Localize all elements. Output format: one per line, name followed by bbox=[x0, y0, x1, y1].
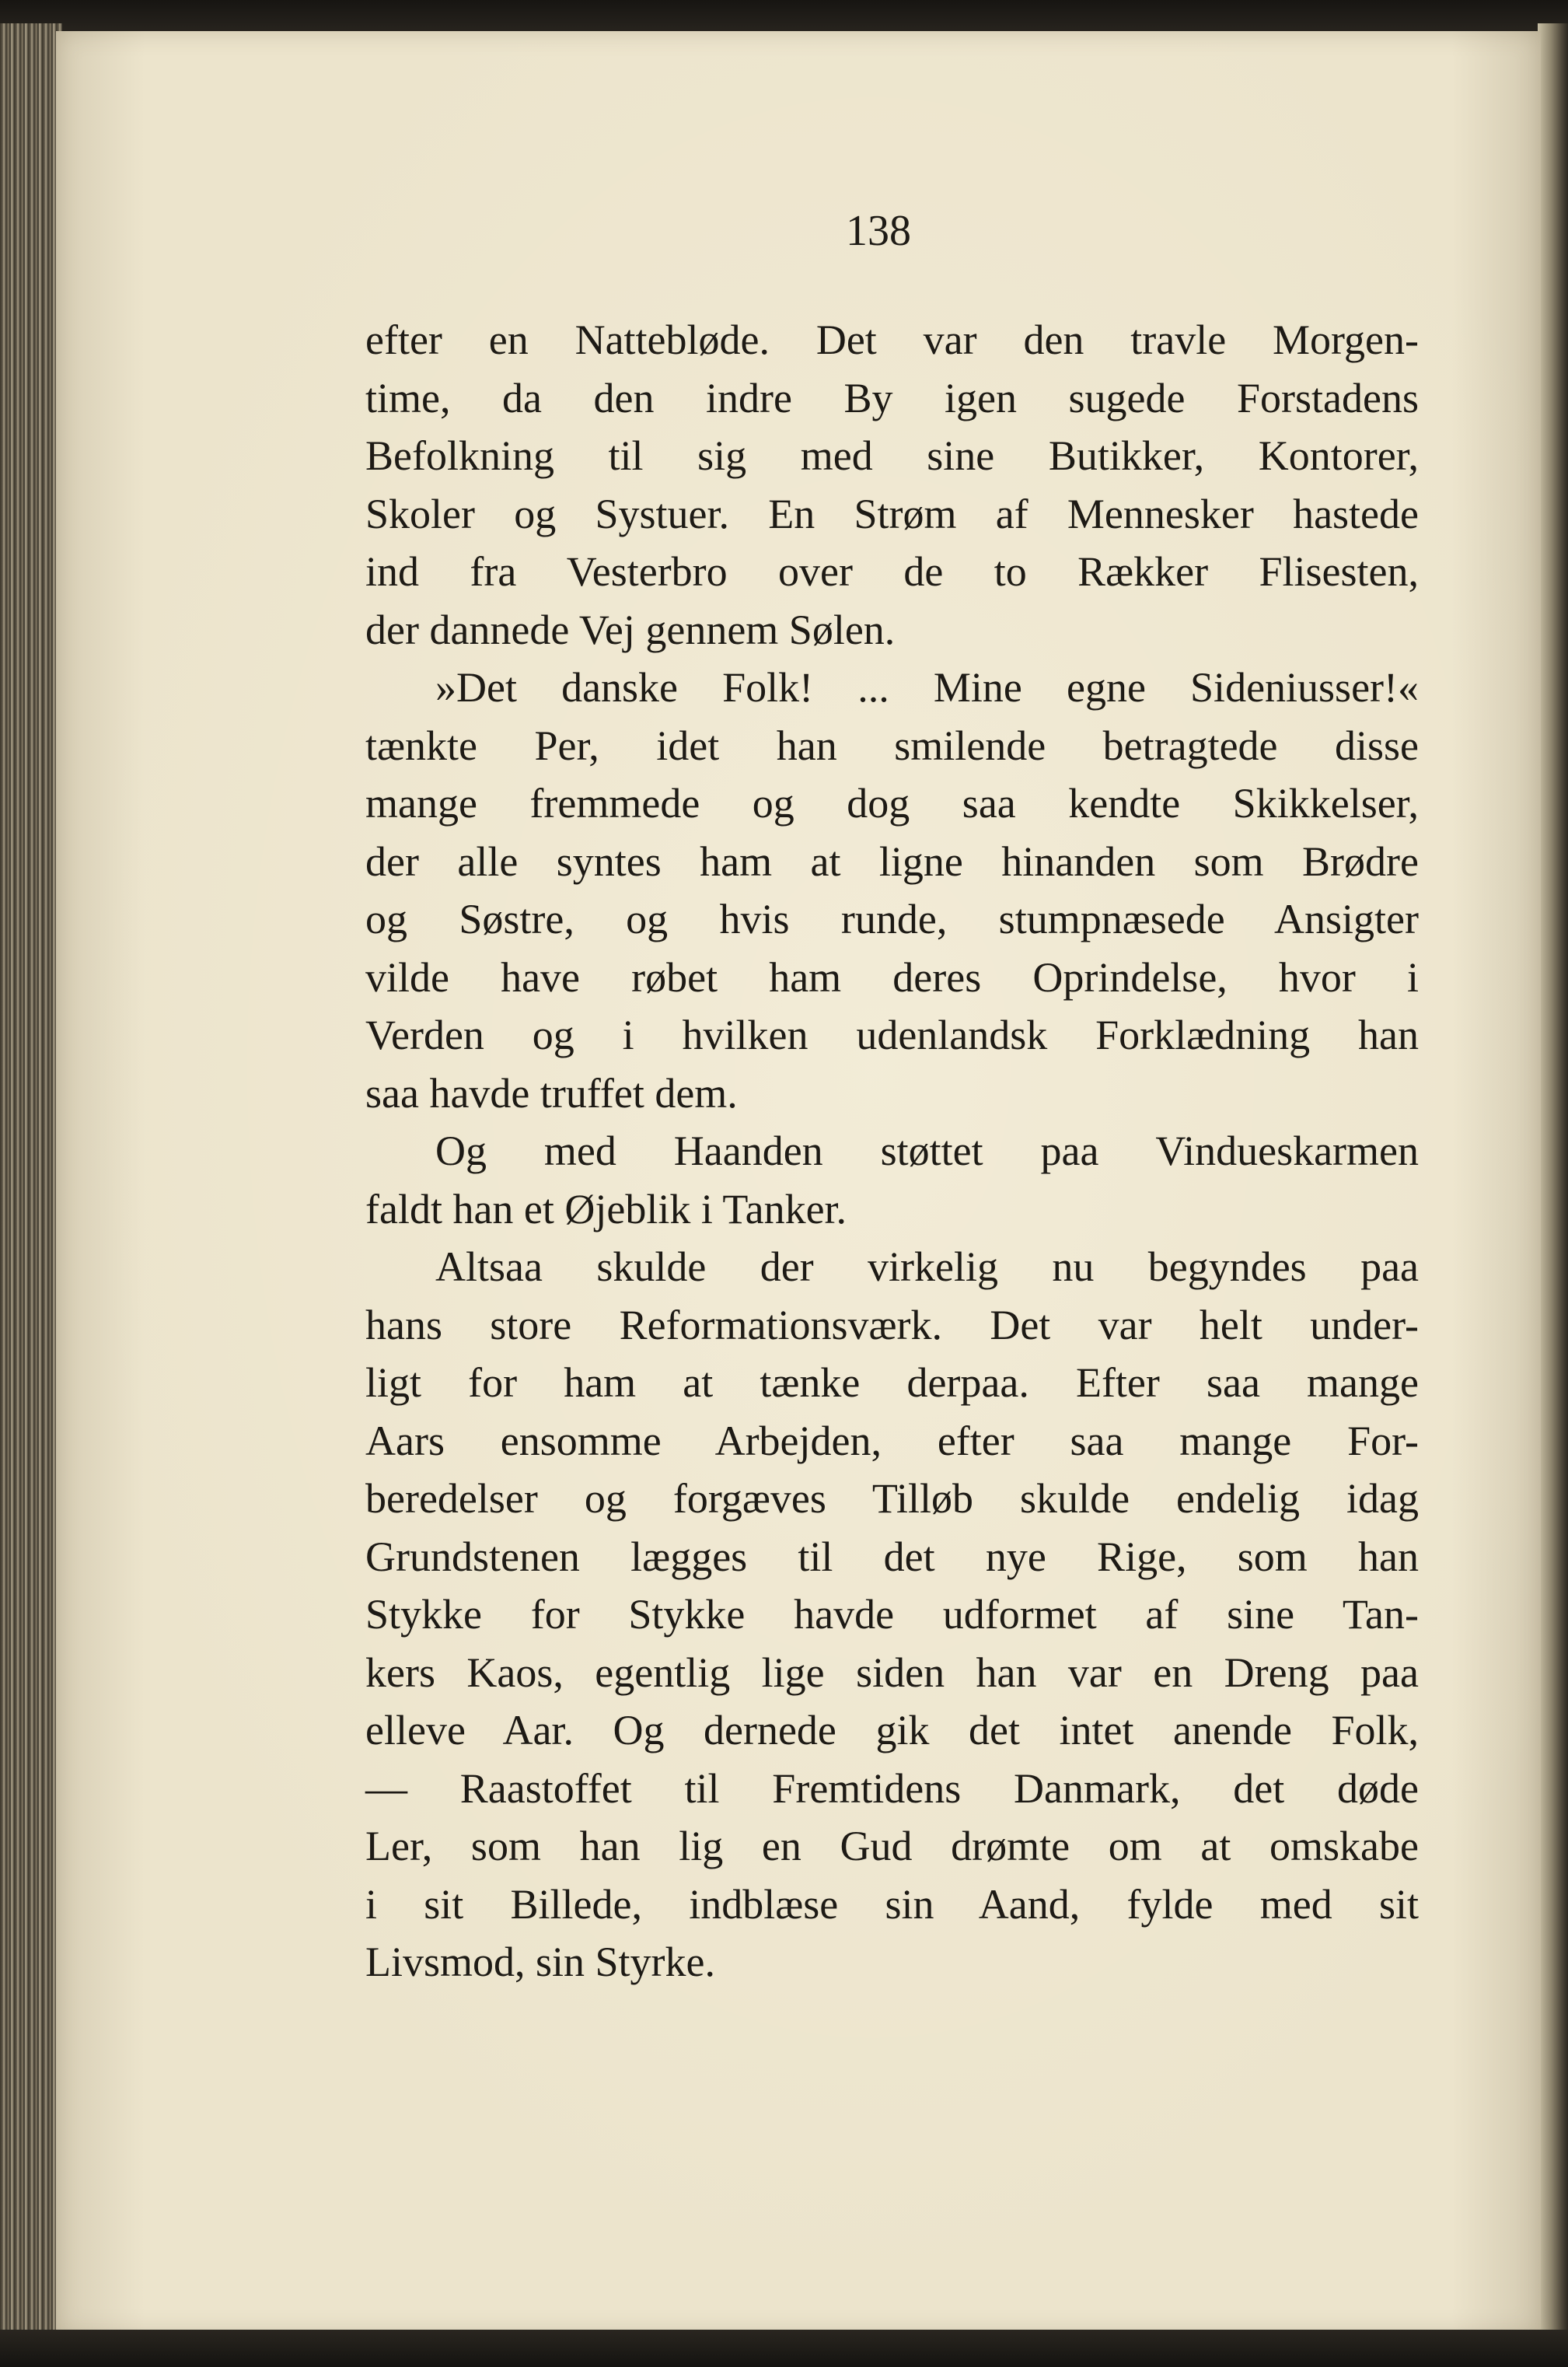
text-line: Ler, som han lig en Gud drømte om at omskabe bbox=[365, 1823, 1419, 1869]
text-line: der dannede Vej gennem Sølen. bbox=[365, 606, 896, 653]
text-line: Livsmod, sin Styrke. bbox=[365, 1939, 716, 1985]
text-line: Befolkning til sig med sine Butikker, Kontorer, bbox=[365, 432, 1419, 479]
text-line: time, da den indre By igen sugede Forstadens bbox=[365, 374, 1419, 421]
text-line: tænkte Per, idet han smilende betragtede disse bbox=[365, 722, 1419, 769]
text-line: kers Kaos, egentlig lige siden han var en Dreng paa bbox=[365, 1649, 1419, 1696]
text-line: der alle syntes ham at ligne hinanden som Brødre bbox=[365, 837, 1419, 885]
text-line: vilde have røbet ham deres Oprindelse, hvor i bbox=[365, 953, 1419, 1001]
text-line: efter en Nattebløde. Det var den travle Morgen- bbox=[365, 316, 1419, 363]
text-line: Og med Haanden støttet paa Vindueskarmen bbox=[435, 1128, 1419, 1174]
text-line: Stykke for Stykke havde udformet af sine Tan- bbox=[365, 1591, 1419, 1638]
text-line: faldt han et Øjeblik i Tanker. bbox=[365, 1185, 847, 1232]
text-line: Skoler og Systuer. En Strøm af Mennesker hastede bbox=[365, 490, 1419, 537]
text-line: Altsaa skulde der virkelig nu begyndes paa bbox=[435, 1243, 1419, 1290]
text-line: mange fremmede og dog saa kendte Skikkelser, bbox=[365, 780, 1419, 827]
bottom-shadow-band bbox=[0, 2330, 1568, 2367]
text-line: — Raastoffet til Fremtidens Danmark, det døde bbox=[365, 1764, 1419, 1812]
text-line: ind fra Vesterbro over de to Rækker Flisesten, bbox=[365, 548, 1419, 595]
book-page-edge-right bbox=[1538, 23, 1568, 2341]
book-page-edges-left bbox=[0, 23, 62, 2341]
text-line: ligt for ham at tænke derpaa. Efter saa mange bbox=[365, 1359, 1419, 1406]
text-line: og Søstre, og hvis runde, stumpnæsede Ansigter bbox=[365, 896, 1419, 942]
text-line: hans store Reformationsværk. Det var helt under- bbox=[365, 1301, 1419, 1348]
text-line: i sit Billede, indblæse sin Aand, fylde med sit bbox=[365, 1880, 1419, 1928]
text-line: Grundstenen lægges til det nye Rige, som han bbox=[365, 1533, 1419, 1580]
text-line: saa havde truffet dem. bbox=[365, 1069, 738, 1117]
text-line: Verden og i hvilken udenlandsk Forklædning han bbox=[365, 1012, 1419, 1058]
text-line: elleve Aar. Og dernede gik det intet anende Folk, bbox=[365, 1707, 1419, 1753]
body-text bbox=[365, 311, 1419, 1991]
page-number: 138 bbox=[846, 207, 911, 255]
text-line: Aars ensomme Arbejden, efter saa mange For- bbox=[365, 1417, 1419, 1464]
text-line: »Det danske Folk! ... Mine egne Sideniusser!« bbox=[435, 664, 1419, 711]
text-line: beredelser og forgæves Tilløb skulde endelig idag bbox=[365, 1475, 1419, 1522]
